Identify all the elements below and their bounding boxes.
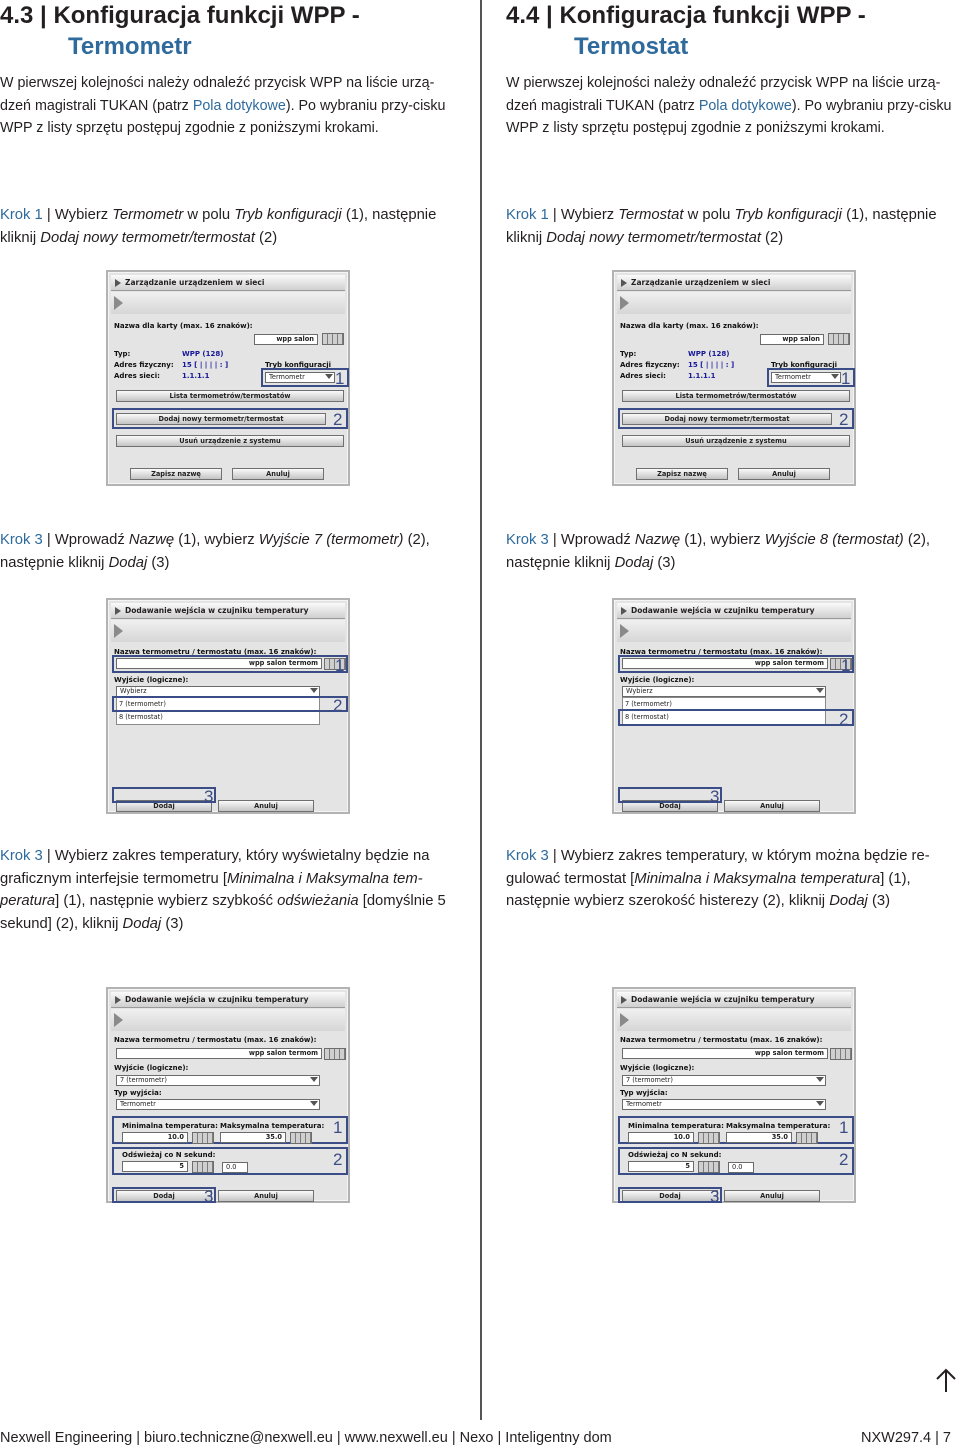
cancel-button[interactable]: Anuluj [724,800,820,812]
footer-contact: Nexwell Engineering | biuro.techniczne@nexwell.eu | www.nexwell.eu | Nexo | Inteligentny dom [0,1430,612,1446]
step-2-text: Krok 3 | Wprowadź Nazwę (1), wybierz Wyjście 8 (termostat) (2), następnie kliknij Dodaj (3) [506,532,931,571]
highlight-box-2 [618,408,854,429]
cancel-button[interactable]: Anuluj [724,1190,820,1202]
section-subheading: Termometr [68,33,192,60]
card-name-label: Nazwa dla karty (max. 16 znaków): [620,322,759,330]
dialog-title: Dodawanie wejścia w czujniku temperatury [617,603,851,619]
name-input[interactable]: wpp salon termom [116,658,322,669]
arrow-up-icon[interactable] [934,1368,958,1394]
cancel-button[interactable]: Anuluj [218,1190,314,1202]
option-8-termostat[interactable]: 8 (termostat) [119,713,163,721]
min-temp-label: Minimalna temperatura: [122,1122,218,1130]
marker-2: 2 [333,410,343,429]
marker-3: 3 [710,1187,720,1206]
marker-3: 3 [204,787,214,806]
refresh-label: Odświeżaj co N sekund: [628,1151,722,1159]
remove-device-button[interactable]: Usuń urządzenie z systemu [116,435,344,447]
card-name-input[interactable]: wpp salon [254,334,318,345]
link-pola-dotykowe[interactable]: Pola dotykowe [192,97,286,114]
column-divider [480,0,482,1420]
refresh-input[interactable]: 5 [628,1161,694,1172]
cancel-button[interactable]: Anuluj [218,800,314,812]
keyboard-icon[interactable] [830,1048,852,1060]
name-label: Nazwa termometru / termostatu (max. 16 znaków): [114,648,317,656]
add-thermometer-button[interactable]: Dodaj nowy termometr/termostat [116,413,326,425]
marker-2: 2 [839,710,849,729]
add-button[interactable]: Dodaj [622,800,718,812]
dialog-title: Zarządzanie urządzeniem w sieci [617,275,851,291]
remove-device-button[interactable]: Usuń urządzenie z systemu [622,435,850,447]
type-label: Typ: [620,350,637,358]
dropdown-arrow-icon [310,1077,318,1082]
config-mode-label: Tryb konfiguracji [265,361,332,369]
name-input[interactable]: wpp salon termom [622,1048,828,1059]
keyboard-icon[interactable] [698,1132,720,1144]
marker-1: 1 [839,1118,849,1137]
max-temp-label: Maksymalna temperatura: [726,1122,831,1130]
network-address-value: 1.1.1.1 [688,372,716,380]
link-pola-dotykowe[interactable]: Pola dotykowe [698,97,792,114]
output-label: Wyjście (logiczne): [114,1064,189,1072]
network-address-label: Adres sieci: [620,372,666,380]
keyboard-icon[interactable] [290,1132,312,1144]
add-sensor-input-dialog [612,598,856,814]
thermometer-list-button[interactable]: Lista termometrów/termostatów [116,390,344,402]
marker-3: 3 [204,1187,214,1206]
dialog-toolbar [617,1009,851,1031]
highlight-box-3 [618,1187,722,1206]
output-select[interactable]: Wybierz [116,686,320,697]
section-heading: 4.3 | Konfiguracja funkcji WPP - Termometr [0,2,360,60]
dropdown-arrow-icon [310,1101,318,1106]
section-subheading: Termostat [574,33,689,60]
dropdown-arrow-icon [310,688,318,693]
add-button[interactable]: Dodaj [116,1190,212,1202]
type-value: WPP (128) [688,350,730,358]
dialog-toolbar [111,1009,345,1031]
dropdown-arrow-icon [816,688,824,693]
physical-address-value: 15 [ | | | | : ] [182,361,229,369]
marker-3: 3 [710,787,720,806]
add-button[interactable]: Dodaj [622,1190,718,1202]
max-temp-input[interactable]: 35.0 [726,1132,792,1143]
step-1-text: Krok 1 | Wybierz Termometr w polu Tryb konfiguracji (1), następnie kliknij Dodaj nowy termometr/termostat (2) [0,207,437,246]
marker-2: 2 [333,696,343,715]
min-temp-label: Minimalna temperatura: [628,1122,724,1130]
keyboard-icon[interactable] [796,1132,818,1144]
keyboard-icon[interactable] [322,333,344,345]
dialog-toolbar [111,620,345,642]
output-type-label: Typ wyjścia: [114,1089,162,1097]
hysteresis-input[interactable]: 0.0 [222,1162,248,1173]
output-select[interactable]: 7 (termometr) [116,1075,320,1086]
temperature-range-dialog [106,987,350,1206]
output-select[interactable]: 7 (termometr) [622,1075,826,1086]
keyboard-icon[interactable] [698,1161,720,1173]
marker-1: 1 [335,369,345,388]
keyboard-icon[interactable] [828,333,850,345]
card-name-input[interactable]: wpp salon [760,334,824,345]
output-type-select[interactable]: Termometr [116,1099,320,1110]
device-management-dialog [106,270,350,486]
add-thermostat-button[interactable]: Dodaj nowy termometr/termostat [622,413,832,425]
name-label: Nazwa termometru / termostatu (max. 16 znaków): [620,1036,823,1044]
marker-2: 2 [839,1150,849,1169]
dialog-toolbar [617,620,851,642]
highlight-box-2 [618,709,854,729]
step-3-text: Krok 3 | Wybierz zakres temperatury, który wyświetalny będzie na graficznym interfejsie termometru [Minimalna i Maksymalna tem-peratura] (1), następnie wybierz szybkość odświeżania [domyślnie 5 sekund] (2), kliknij Dodaj (3) [0,848,446,932]
min-temp-input[interactable]: 10.0 [122,1132,188,1143]
option-8-termostat[interactable]: 8 (termostat) [625,713,669,721]
save-name-button[interactable]: Zapisz nazwę [636,468,728,480]
marker-1: 1 [333,1118,343,1137]
option-7-termometr[interactable]: 7 (termometr) [119,700,166,708]
refresh-input[interactable]: 5 [122,1161,188,1172]
max-temp-input[interactable]: 35.0 [220,1132,286,1143]
section-heading: 4.4 | Konfiguracja funkcji WPP - Termostat [506,2,866,60]
network-address-label: Adres sieci: [114,372,160,380]
dropdown-arrow-icon [816,1101,824,1106]
highlight-box-1 [618,655,854,673]
device-management-dialog [612,270,856,486]
option-7-termometr[interactable]: 7 (termometr) [625,700,672,708]
physical-address-label: Adres fizyczny: [114,361,174,369]
intro-paragraph: W pierwszej kolejności należy odnaleźć przycisk WPP na liście urzą-dzeń magistrali TUKAN (patrz Pola dotykowe). Po wybraniu przy-cisku WPP z listy sprzętu postępuj zgodnie z poniższymi krokami. [506,75,952,136]
step-1-text: Krok 1 | Wybierz Termostat w polu Tryb konfiguracji (1), następnie kliknij Dodaj nowy termometr/termostat (2) [506,207,937,246]
output-select[interactable]: Wybierz [622,686,826,697]
cancel-button[interactable]: Anuluj [232,468,324,480]
keyboard-icon[interactable] [324,1048,346,1060]
output-label: Wyjście (logiczne): [620,676,695,684]
name-input[interactable]: wpp salon termom [622,658,828,669]
page-footer [0,1430,960,1446]
dialog-toolbar [111,292,345,314]
marker-1: 1 [841,656,851,675]
marker-1: 1 [841,369,851,388]
card-name-label: Nazwa dla karty (max. 16 znaków): [114,322,253,330]
keyboard-icon[interactable] [192,1132,214,1144]
output-type-label: Typ wyjścia: [620,1089,668,1097]
step-2-text: Krok 3 | Wprowadź Nazwę (1), wybierz Wyjście 7 (termometr) (2), następnie kliknij Dodaj (3) [0,532,430,571]
dialog-title: Dodawanie wejścia w czujniku temperatury [111,992,345,1008]
dialog-toolbar [617,292,851,314]
marker-2: 2 [839,410,849,429]
max-temp-label: Maksymalna temperatura: [220,1122,325,1130]
cancel-button[interactable]: Anuluj [738,468,830,480]
keyboard-icon[interactable] [192,1161,214,1173]
network-address-value: 1.1.1.1 [182,372,210,380]
refresh-label: Odświeżaj co N sekund: [122,1151,216,1159]
type-label: Typ: [114,350,131,358]
output-label: Wyjście (logiczne): [114,676,189,684]
temperature-range-dialog [612,987,856,1206]
add-button[interactable]: Dodaj [116,800,212,812]
intro-paragraph: W pierwszej kolejności należy odnaleźć przycisk WPP na liście urzą-dzeń magistrali TUKAN (patrz Pola dotykowe). Po wybraniu przy-cisku WPP z listy sprzętu postępuj zgodnie z poniższymi krokami. [0,75,446,136]
highlight-box-1 [112,655,348,673]
footer-page-number: NXW297.4 | 7 [860,1430,951,1446]
save-name-button[interactable]: Zapisz nazwę [130,468,222,480]
dialog-title: Dodawanie wejścia w czujniku temperatury [111,603,345,619]
name-input[interactable]: wpp salon termom [116,1048,322,1059]
highlight-box-2 [112,408,348,429]
hysteresis-input[interactable]: 0.0 [728,1162,754,1173]
config-mode-select[interactable]: Termometr [265,372,335,383]
config-mode-select[interactable]: Termometr [771,372,841,383]
min-temp-input[interactable]: 10.0 [628,1132,694,1143]
highlight-box-2 [112,696,348,715]
physical-address-label: Adres fizyczny: [620,361,680,369]
marker-2: 2 [333,1150,343,1169]
add-sensor-input-dialog [106,598,350,814]
thermometer-list-button[interactable]: Lista termometrów/termostatów [622,390,850,402]
marker-1: 1 [335,656,345,675]
highlight-box-3 [112,1187,216,1206]
name-label: Nazwa termometru / termostatu (max. 16 znaków): [114,1036,317,1044]
output-label: Wyjście (logiczne): [620,1064,695,1072]
step-3-text: Krok 3 | Wybierz zakres temperatury, w którym można będzie re-gulować termostat [Minimalna i Maksymalna temperatura] (1), następnie wybierz szerokość histerezy (2), kliknij Dodaj (3) [506,848,930,909]
type-value: WPP (128) [182,350,224,358]
dropdown-arrow-icon [816,1077,824,1082]
name-label: Nazwa termometru / termostatu (max. 16 znaków): [620,648,823,656]
dialog-title: Dodawanie wejścia w czujniku temperatury [617,992,851,1008]
output-type-select[interactable]: Termometr [622,1099,826,1110]
config-mode-label: Tryb konfiguracji [771,361,838,369]
dialog-title: Zarządzanie urządzeniem w sieci [111,275,345,291]
physical-address-value: 15 [ | | | | : ] [688,361,735,369]
